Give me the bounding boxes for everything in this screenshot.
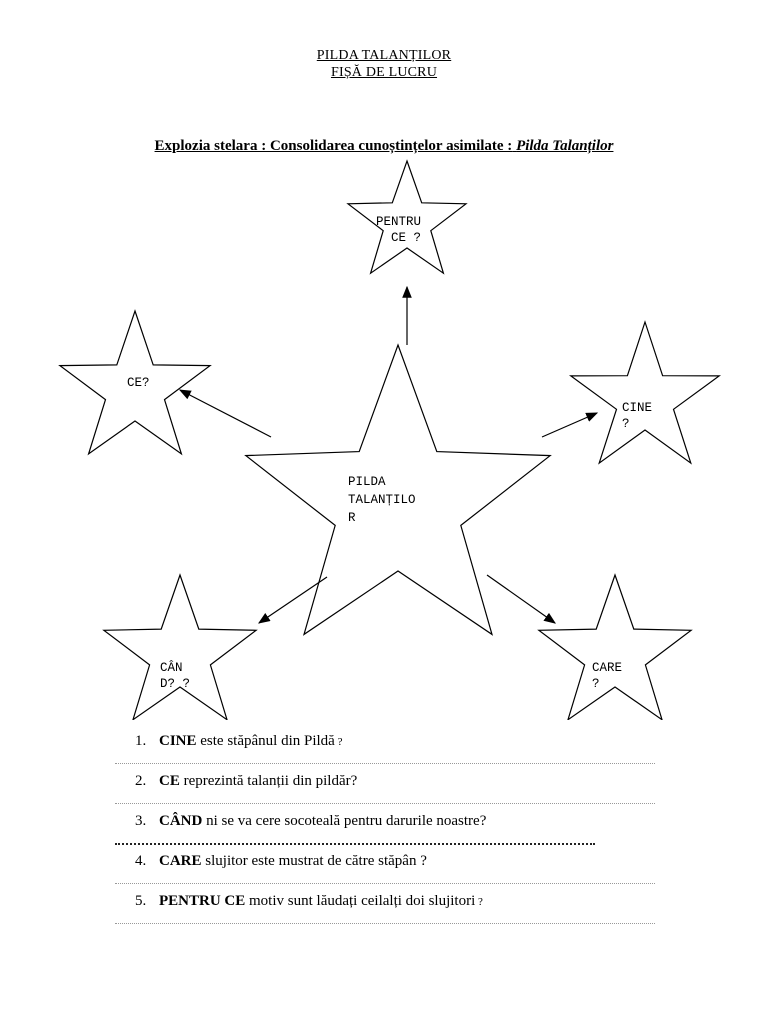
question-keyword: CE [159,773,180,789]
question-item: 5. PENTRU CE motiv sunt lăudați ceilalți doi slujitori ? [115,890,655,930]
star-label-bottom-right: CARE ? [592,661,623,691]
question-keyword: PENTRU CE [159,893,246,909]
question-keyword: CINE [159,733,197,749]
answer-line [115,843,595,845]
question-text: reprezintă talanții din pildăr? [179,773,358,789]
answer-line [115,923,655,924]
star-label-bottom-left: CÂN D? ? [160,661,191,691]
question-text: slujitor este mustrat de către stăpân ? [201,853,427,869]
star-label-center: PILDA TALANȚILO R [348,475,416,525]
question-item: 2. CE reprezintă talanții din pildăr? [115,770,655,810]
answer-line [115,763,655,764]
star-label-right: CINE ? [622,401,653,431]
arrow-to-right-star [542,413,597,437]
question-keyword: CÂND [159,813,203,829]
star-label-top: PENTRU CE ? [376,215,422,245]
arrow-to-left-star [180,390,271,437]
question-text: ni se va cere socoteală pentru darurile noastre? [202,813,487,829]
worksheet-subtitle: FIȘĂ DE LUCRU [330,65,438,80]
question-keyword: CARE [159,853,202,869]
bottom-left-star [104,575,256,720]
star-label-left: CE? [127,376,150,390]
question-item: 1. CINE este stăpânul din Pildă ? [115,730,655,770]
answer-line [115,803,655,804]
question-text: motiv sunt lăudați ceilalți doi slujitori [245,893,476,909]
right-star [571,322,719,463]
section-heading-text: Explozia stelara : Consolidarea cunoștințelor asimilate : [154,138,513,154]
answer-line [115,883,655,884]
worksheet-title: PILDA TALANȚILOR [316,48,452,63]
question-item: 3. CÂND ni se va cere socoteală pentru darurile noastre? [115,810,655,850]
arrow-to-bottom-right-star [487,575,555,623]
question-list [115,730,655,930]
section-heading-italic: Pilda Talanților [516,138,614,154]
bottom-right-star [539,575,691,720]
question-item: 4. CARE slujitor este mustrat de către stăpân ? [115,850,655,890]
question-text: este stăpânul din Pildă [196,733,335,749]
